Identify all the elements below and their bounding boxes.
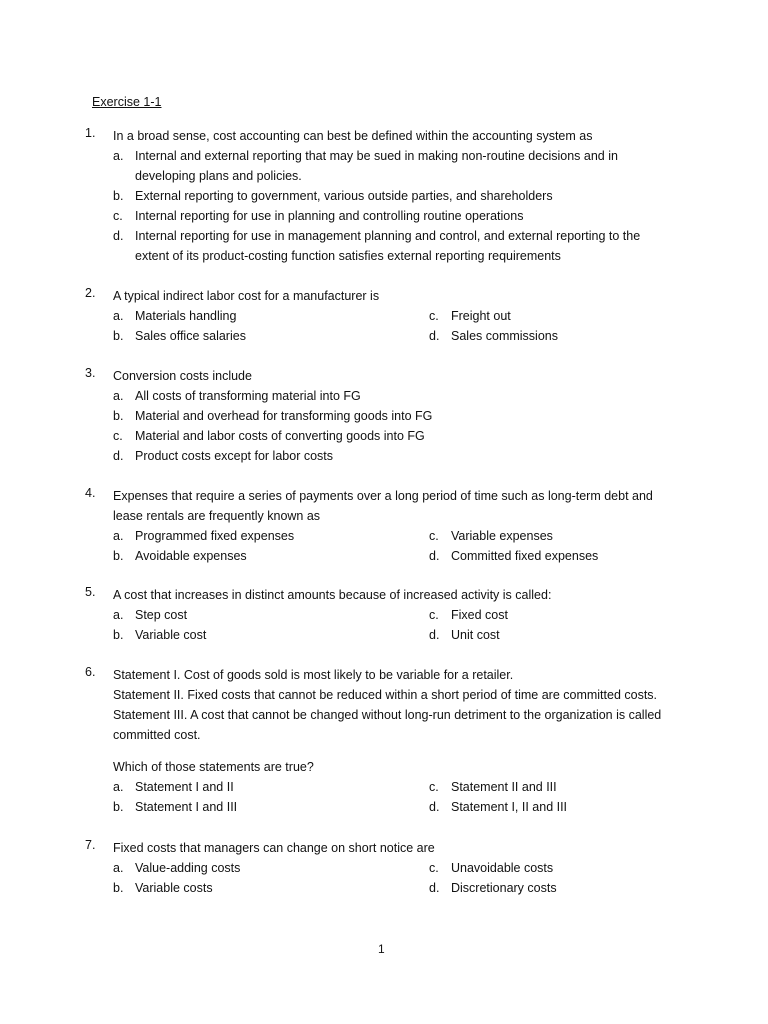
option-letter: b. bbox=[113, 628, 124, 642]
option-text: Statement I, II and III bbox=[451, 800, 568, 814]
option-letter: a. bbox=[113, 780, 124, 794]
option-text: Freight out bbox=[451, 309, 511, 323]
option-letter: b. bbox=[113, 549, 124, 563]
option-letter: c. bbox=[429, 608, 439, 622]
option-letter: d. bbox=[113, 229, 124, 243]
option-letter: d. bbox=[429, 800, 440, 814]
option-text: Material and labor costs of converting goods into FG bbox=[135, 429, 425, 443]
option-text: Variable cost bbox=[135, 628, 207, 642]
option-letter: a. bbox=[113, 529, 124, 543]
option-letter: d. bbox=[429, 881, 440, 895]
option-text: Sales office salaries bbox=[135, 329, 246, 343]
option-text: Product costs except for labor costs bbox=[135, 449, 334, 463]
option-letter: b. bbox=[113, 881, 124, 895]
option-letter: b. bbox=[113, 329, 124, 343]
question-number: 5. bbox=[85, 585, 96, 599]
option-text: Committed fixed expenses bbox=[451, 549, 599, 563]
option-text: Step cost bbox=[135, 608, 188, 622]
option-text: Discretionary costs bbox=[451, 881, 557, 895]
question-text: Expenses that require a series of payments over a long period of time such as long-term debt and lease rentals are frequently known as bbox=[113, 489, 653, 523]
option-letter: d. bbox=[429, 549, 440, 563]
option-letter: c. bbox=[113, 209, 123, 223]
option-text: Variable expenses bbox=[451, 529, 553, 543]
statement-2: Statement II. Fixed costs that cannot be reduced within a short period of time are committed costs. bbox=[113, 688, 658, 702]
option-text: Value-adding costs bbox=[135, 861, 241, 875]
question-text: Conversion costs include bbox=[113, 369, 252, 383]
question-text: A cost that increases in distinct amounts because of increased activity is called: bbox=[113, 588, 552, 602]
question-text: Which of those statements are true? bbox=[113, 760, 314, 774]
option-letter: d. bbox=[429, 628, 440, 642]
option-letter: d. bbox=[429, 329, 440, 343]
option-text: Unit cost bbox=[451, 628, 500, 642]
option-text: Avoidable expenses bbox=[135, 549, 247, 563]
option-text: Unavoidable costs bbox=[451, 861, 554, 875]
statement-1: Statement I. Cost of goods sold is most likely to be variable for a retailer. bbox=[113, 668, 514, 682]
question-text: Fixed costs that managers can change on short notice are bbox=[113, 841, 435, 855]
option-text: Fixed cost bbox=[451, 608, 508, 622]
option-letter: d. bbox=[113, 449, 124, 463]
question-number: 3. bbox=[85, 366, 96, 380]
option-text: Materials handling bbox=[135, 309, 237, 323]
exercise-title: Exercise 1-1 bbox=[92, 95, 162, 109]
option-text: All costs of transforming material into FG bbox=[135, 389, 361, 403]
question-number: 4. bbox=[85, 486, 96, 500]
question-text: A typical indirect labor cost for a manufacturer is bbox=[113, 289, 380, 303]
option-text: Statement I and II bbox=[135, 780, 234, 794]
option-text: Material and overhead for transforming goods into FG bbox=[135, 409, 433, 423]
question-text: In a broad sense, cost accounting can best be defined within the accounting system as bbox=[113, 129, 593, 143]
option-text: External reporting to government, various outside parties, and shareholders bbox=[135, 189, 553, 203]
option-text: Statement I and III bbox=[135, 800, 238, 814]
option-letter: b. bbox=[113, 189, 124, 203]
question-number: 6. bbox=[85, 665, 96, 679]
statement-3: Statement III. A cost that cannot be changed without long-run detriment to the organization is called committed cost. bbox=[113, 708, 662, 742]
option-letter: c. bbox=[113, 429, 123, 443]
option-text: Internal reporting for use in planning and controlling routine operations bbox=[135, 209, 524, 223]
option-text: Programmed fixed expenses bbox=[135, 529, 295, 543]
option-letter: a. bbox=[113, 389, 124, 403]
question-number: 2. bbox=[85, 286, 96, 300]
page-number: 1 bbox=[378, 942, 385, 956]
option-text: Internal and external reporting that may be sued in making non-routine decisions and in developing plans and policies. bbox=[135, 149, 618, 183]
option-text: Variable costs bbox=[135, 881, 213, 895]
option-text: Internal reporting for use in management planning and control, and external reporting to the extent of its product-costing function satisfies external reporting requirements bbox=[135, 229, 641, 263]
option-letter: a. bbox=[113, 608, 124, 622]
question-number: 7. bbox=[85, 838, 96, 852]
option-letter: c. bbox=[429, 780, 439, 794]
option-text: Sales commissions bbox=[451, 329, 558, 343]
option-letter: c. bbox=[429, 529, 439, 543]
option-letter: c. bbox=[429, 861, 439, 875]
option-letter: b. bbox=[113, 409, 124, 423]
option-letter: c. bbox=[429, 309, 439, 323]
option-text: Statement II and III bbox=[451, 780, 557, 794]
option-letter: a. bbox=[113, 861, 124, 875]
question-number: 1. bbox=[85, 126, 96, 140]
option-letter: b. bbox=[113, 800, 124, 814]
option-letter: a. bbox=[113, 149, 124, 163]
option-letter: a. bbox=[113, 309, 124, 323]
